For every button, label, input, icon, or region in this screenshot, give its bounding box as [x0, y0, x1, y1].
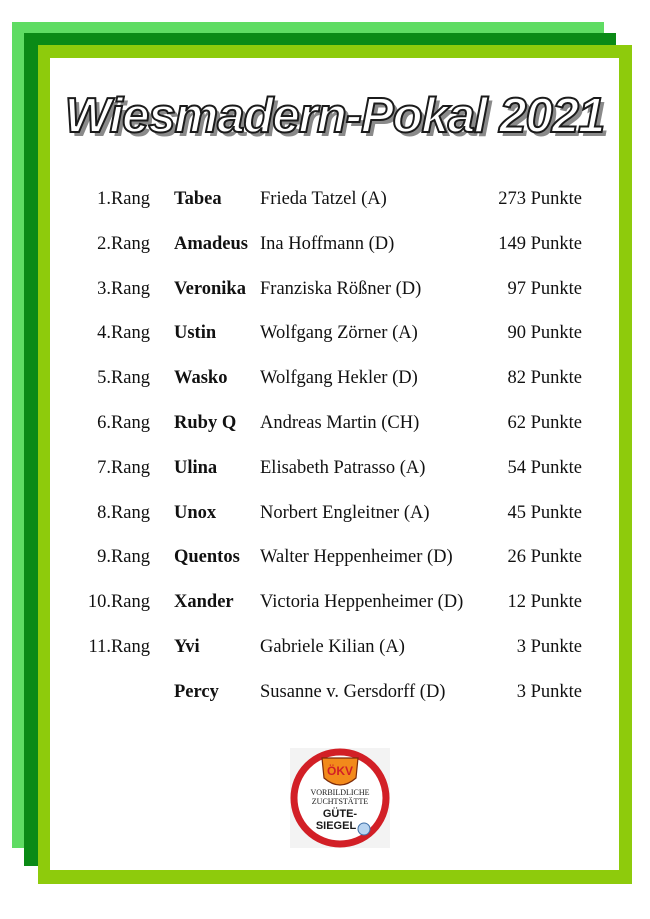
rank-label: 3.Rang	[97, 278, 150, 299]
dog-name: Percy	[174, 681, 219, 702]
seal-text-line2: ZUCHTSTÄTTE	[311, 797, 369, 806]
owner-name: Ina Hoffmann (D)	[260, 233, 395, 254]
dog-name: Veronika	[174, 278, 246, 299]
quality-seal-icon	[290, 748, 390, 848]
points-value: 54 Punkte	[507, 457, 582, 478]
seal-emblem	[322, 758, 358, 785]
ranking-row	[50, 541, 619, 586]
points-value: 62 Punkte	[507, 412, 582, 433]
owner-name: Norbert Engleitner (A)	[260, 502, 430, 523]
rank-label: 2.Rang	[97, 233, 150, 254]
points-value: 45 Punkte	[507, 502, 582, 523]
dog-name: Yvi	[174, 636, 200, 657]
dog-name: Unox	[174, 502, 217, 523]
points-value: 3 Punkte	[516, 636, 582, 657]
owner-name: Victoria Heppenheimer (D)	[260, 592, 464, 613]
owner-name: Susanne v. Gersdorff (D)	[260, 681, 446, 702]
points-value: 97 Punkte	[507, 278, 582, 299]
rank-label: 1.Rang	[97, 189, 150, 209]
points-value: 149 Punkte	[498, 233, 582, 254]
points-value: 12 Punkte	[507, 592, 582, 613]
rank-label: 8.Rang	[97, 502, 150, 523]
seal-text-line1: VORBILDLICHE	[310, 788, 370, 797]
owner-name: Wolfgang Zörner (A)	[260, 323, 418, 344]
dog-name: Ruby Q	[174, 412, 237, 433]
owner-name: Andreas Martin (CH)	[260, 412, 420, 433]
ranking-row	[50, 631, 619, 676]
owner-name: Elisabeth Patrasso (A)	[260, 457, 426, 478]
owner-name: Franziska Rößner (D)	[260, 278, 422, 299]
points-value: 273 Punkte	[498, 189, 582, 209]
seal-text-line3: GÜTE-	[322, 808, 358, 820]
ranking-row	[50, 452, 619, 497]
dog-name: Quentos	[174, 547, 240, 568]
rank-label: 5.Rang	[97, 368, 150, 389]
rank-label: 7.Rang	[97, 457, 150, 478]
dog-name: Ustin	[174, 323, 217, 344]
seal-text-line4: SIEGEL	[315, 820, 357, 832]
ranking-row	[50, 407, 619, 452]
dog-name: Amadeus	[174, 233, 249, 254]
owner-name: Wolfgang Hekler (D)	[260, 368, 418, 389]
ranking-row	[50, 676, 619, 721]
ranking-row	[50, 497, 619, 542]
points-value: 3 Punkte	[516, 681, 582, 702]
rank-label: 9.Rang	[97, 547, 150, 568]
page-title: Wiesmadern-Pokal 2021	[64, 89, 605, 143]
rank-label: 11.Rang	[88, 636, 150, 657]
rank-label: 4.Rang	[97, 323, 150, 344]
owner-name: Gabriele Kilian (A)	[260, 636, 405, 657]
dog-name: Xander	[174, 592, 234, 613]
dog-name: Tabea	[174, 189, 222, 209]
ranking-row	[50, 362, 619, 407]
ranking-list	[50, 183, 619, 721]
ranking-row	[50, 273, 619, 318]
ranking-row	[50, 183, 619, 228]
ranking-row	[50, 228, 619, 273]
rank-label: 10.Rang	[87, 592, 150, 613]
points-value: 90 Punkte	[507, 323, 582, 344]
document-card	[50, 58, 619, 870]
rank-label: 6.Rang	[97, 412, 150, 433]
points-value: 82 Punkte	[507, 368, 582, 389]
ranking-row	[50, 586, 619, 631]
owner-name: Walter Heppenheimer (D)	[260, 547, 453, 568]
owner-name: Frieda Tatzel (A)	[260, 189, 387, 209]
seal-mini-badge	[358, 823, 370, 835]
points-value: 26 Punkte	[507, 547, 582, 568]
dog-name: Wasko	[174, 368, 228, 389]
ranking-row	[50, 317, 619, 362]
dog-name: Ulina	[174, 457, 218, 478]
seal-monogram: ÖKV	[326, 764, 354, 778]
